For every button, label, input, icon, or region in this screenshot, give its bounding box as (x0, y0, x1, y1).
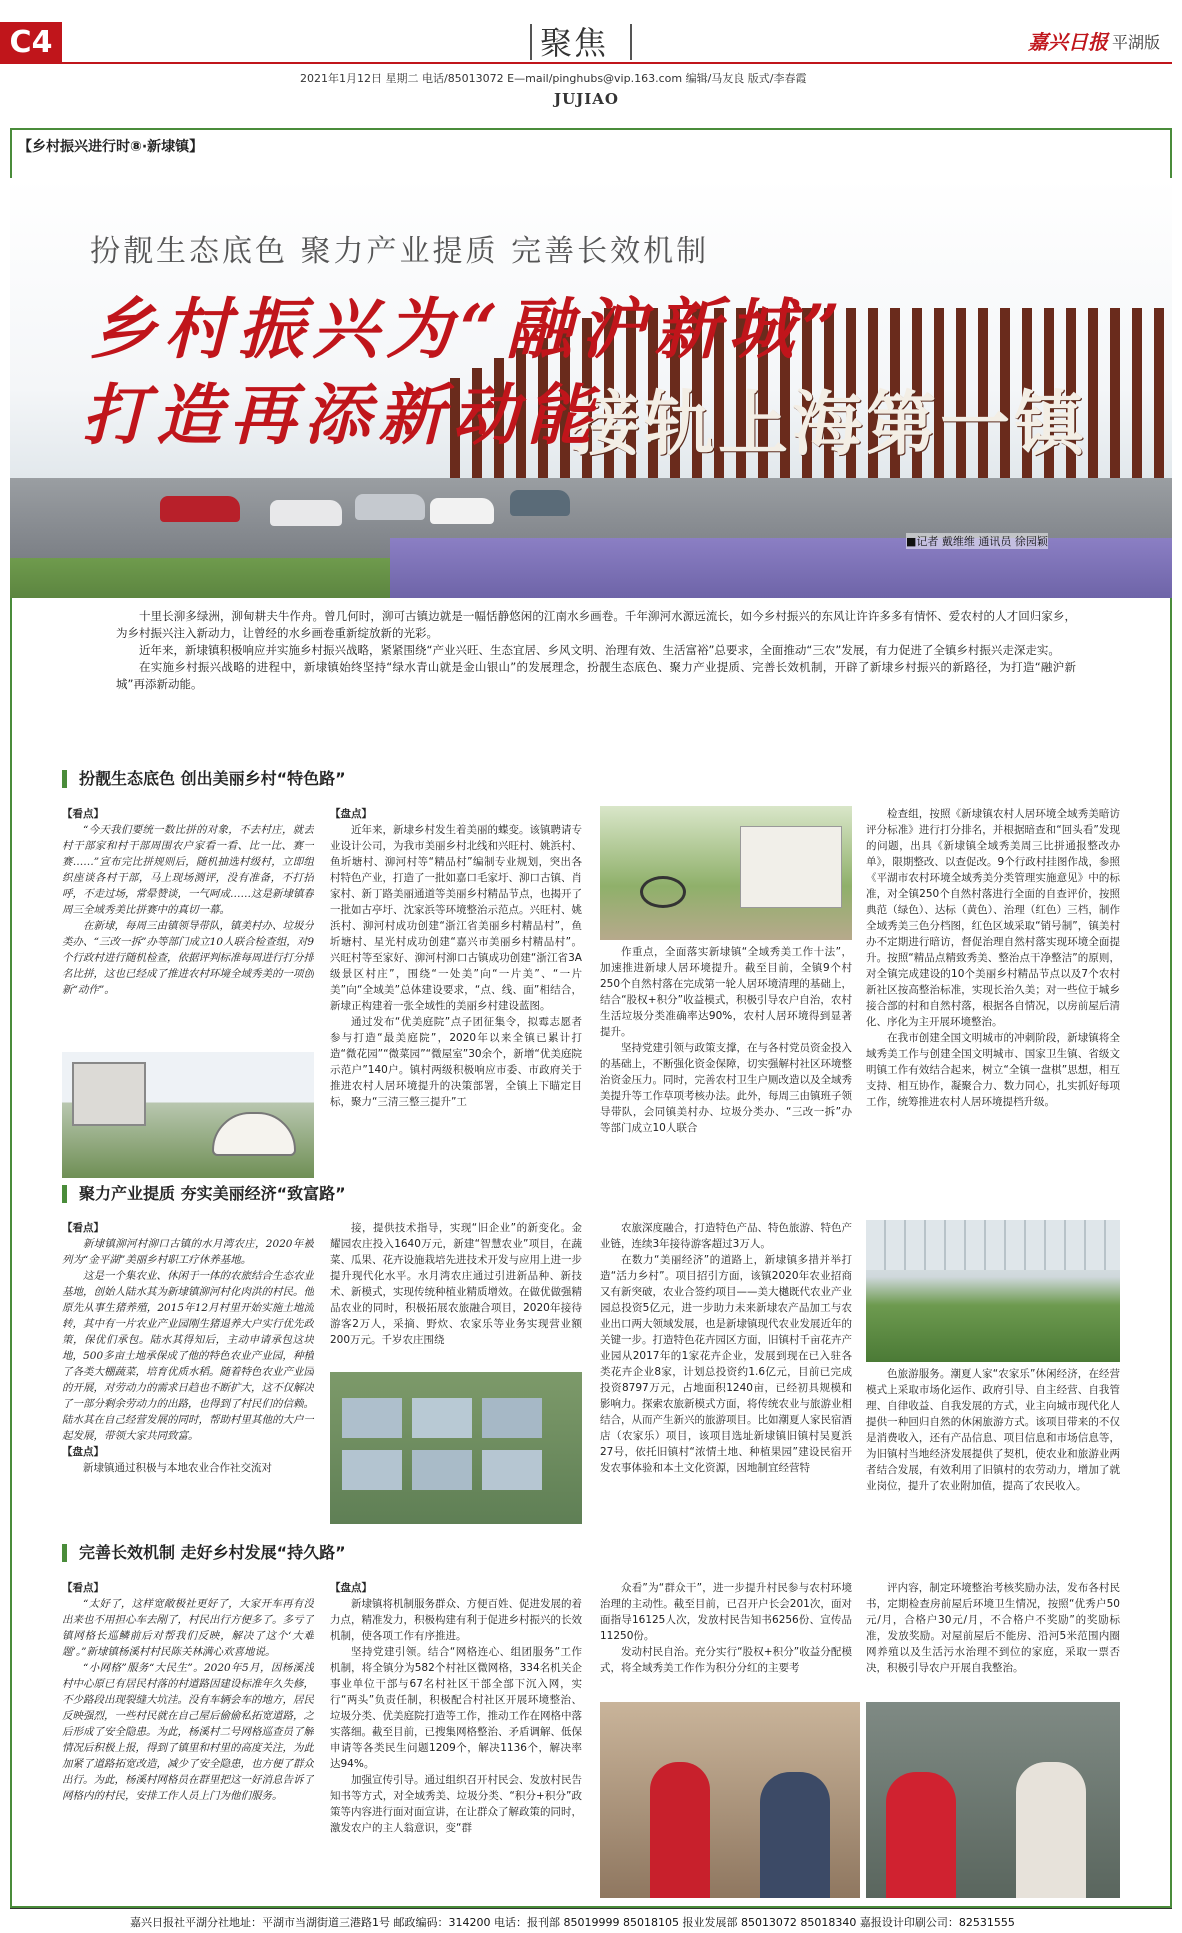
header-separator-right (630, 24, 632, 60)
paragraph: “小网格”服务“大民生”。2020年5月，因杨溪浅村中心原已有居民村落的村道路因建设标准年久失修，不少路段出现裂缝大坑洼。没有车辆会车的地方，居民反映强烈，一些村民就在自己屋后偷偷私拓宽道路，之后形成了安全隐患。为此，杨溪村二号网格巡查员了解情况后积极上报，得到了镇里和村里的高度关注，为此加紧了道路拓宽改造，减少了安全隐患，也方便了群众出行。为此，杨溪村网格员在群里把这一好消息告诉了网格内的村民，安排工作人员上门为他们服务。 (62, 1662, 314, 1802)
series-tag: 【乡村振兴进行时⑧·新埭镇】 (18, 139, 204, 155)
section-1-column-3 (600, 944, 852, 1178)
section-3-column-2 (330, 1580, 582, 1898)
paragraph: 近年来，新埭乡村发生着美丽的蝶变。该镇聘请专业设计公司，为我市美丽乡村北线和兴旺村、姚浜村、鱼圻塘村、泖河村等“精品村”编制专业规划，突出各村特色产业，打造了一批如嘉口毛家圩、泖口古镇、肖家村、新丁路美丽通道等美丽乡村精品节点，也揭开了一批如古亭圩、沈家浜等环境整治示范点。兴旺村、姚浜村、泖河村成功创建“浙江省美丽乡村精品村”，鱼圻塘村、星光村成功创建“嘉兴市美丽乡村精品村”。兴旺村等至家好、泖河村泖口古镇成功创建“浙江省3A级景区村庄”，围绕“一处美”向“一片美”、“一片美”向“全域美”总体建设要求，“点、线、面”相结合，新埭正构建着一张全域性的美丽乡村建设蓝图。 (330, 824, 582, 1012)
hero-photo (10, 178, 1172, 598)
paragraph: “太好了，这样宽敞极社更好了，大家开车再有没出来也不用担心车去剐了，村民出行方便多了。多亏了镇网格长巡鳞前后对帮我们反映，解决了这个‘大难题’。”新埭镇杨溪村村民陈关林满心欢喜地说。 (62, 1598, 314, 1658)
car (270, 500, 342, 526)
paragraph: 众看”为“群众干”，进一步提升村民参与农村环境治理的主动性。截至目前，已召开户长会201次，面对面指导16125人次，发放村民告知书6256份、宣传品11250份。 (600, 1582, 852, 1642)
intro-paragraph: 近年来，新埭镇积极响应并实施乡村振兴战略，紧紧围绕“产业兴旺、生态宜居、乡风文明、治理有效、生活富裕”总要求，全面推动“三农”发展，有力促进了全镇乡村振兴走深走实。 (139, 643, 1060, 657)
section-1-column-1 (62, 806, 314, 1052)
section-2-photo-fishponds (330, 1372, 582, 1524)
section-2-column-4 (866, 1366, 1120, 1524)
car (160, 496, 240, 522)
section-1-column-4 (866, 806, 1120, 1178)
section-2-column-3 (600, 1220, 852, 1524)
section-2-column-1 (62, 1220, 314, 1524)
section-2-column-2 (330, 1220, 582, 1364)
car (355, 494, 425, 520)
paragraph: 作重点，全面落实新埭镇“全域秀美工作十法”，加速推进新埭人居环境提升。截至目前，全镇9个村250个自然村落在完成第一轮人居环境清理的基础上，结合“股权+积分”收益模式，积极引导农户自治，农村生活垃圾分类准确率达90%，农村人居环境得到显著提升。 (600, 946, 852, 1038)
intro-paragraph: 在实施乡村振兴战略的进程中，新埭镇始终坚持“绿水青山就是金山银山”的发展理念，扮靓生态底色、聚力产业提质、完善长效机制，开辟了新埭乡村振兴的新路径，为打造“融沪新城”再添新动能。 (116, 660, 1076, 691)
pandian-label: 【盘点】 (330, 1582, 372, 1594)
section-3-photo-volunteers (866, 1702, 1120, 1898)
section-3-column-4 (866, 1580, 1120, 1700)
car (510, 490, 570, 516)
paragraph: 坚持党建引领与政策支撑，在与各村党员资金投入的基础上，不断强化资金保障，切实强解村社区环境整治资金压力。同时，完善农村卫生户厕改造以及全域秀美提升等工作草项考核办法。此外，每周三由镇班子领导带队，会同镇美村办、垃圾分类办、“三改一拆”办等部门成立10人联合 (600, 1042, 852, 1134)
paragraph: “今天我们要统一数比拼的对象，不去村庄，就去村干部家和村干部周围农户家看一看、比一比、赛一赛……”宣布完比拼规则后，随机抽选村级村，立即组织座谈各村干部，马上现场测评，没有准备，不打招呼，不走过场，常晕赞谈，一气呵成……这是新埭镇春周三全域秀美比拼赛中的真切一幕。 (62, 824, 314, 916)
article-intro (116, 608, 1076, 693)
paragraph: 色旅游服务。潮夏人家“农家乐”休闲经济，在经营模式上采取市场化运作、政府引导、自主经营、自我管理、自律收益、自我发展的方式，业主向城市现代化人提供一种回归自然的休闲旅游方式。该项目带来的不仅是消费收入，还有产品信息、项目信息和市场信息等，为旧镇村当地经济发展提供了契机，使农业和旅游业两者结合发展，有效利用了旧镇村的农劳动力，增加了就业岗位，提升了农业附加值，提高了农民收入。 (866, 1368, 1120, 1492)
section-heading: 完善长效机制 走好乡村发展“持久路” (62, 1544, 346, 1562)
paragraph: 加强宣传引导。通过组织召开村民会、发放村民告知书等方式，对全域秀美、垃圾分类、“积分+积分”政策等内容进行面对面宣讲，在让群众了解政策的同时，激发农户的主人翁意识，变“群 (330, 1774, 582, 1834)
car (430, 498, 494, 524)
section-heading: 扮靓生态底色 创出美丽乡村“特色路” (62, 770, 346, 788)
paragraph: 通过发布“优美庭院”点子团征集令，拟霉志愿者参与打造“最美庭院”，2020年以来全镇已累计打造“微花园”“微菜园”“微屋室”30余个，新增“优美庭院示范户”140户。镇村两级积极响应市委、市政府关于推进农村人居环境提升的决策部署，全镇上下瞄定目标，聚力“三清三整三提升”工 (330, 1016, 582, 1108)
paragraph: 新埭镇将机制服务群众、方便百姓、促进发展的着力点，精准发力，积极构建有利于促进乡村振兴的长效机制，使各项工作有序推进。 (330, 1598, 582, 1642)
edition-label: 平湖版 (1112, 33, 1161, 52)
kandian-label: 【看点】 (62, 1222, 104, 1234)
section-3-column-1 (62, 1580, 314, 1898)
section-3-photo-household-visit (600, 1702, 860, 1898)
pandian-label: 【盘点】 (62, 1446, 104, 1458)
paragraph: 发动村民自治。充分实行“股权+积分”收益分配模式，将全域秀美工作作为积分分红的主要考 (600, 1646, 852, 1674)
section-name: 聚焦 (540, 24, 609, 62)
byline: ■记者 戴维维 通讯员 徐园颖 (906, 535, 1048, 548)
headline-line-1: 乡村振兴为“融沪新城” (90, 290, 848, 368)
newspaper-logo: 嘉兴日报 (1028, 30, 1108, 54)
page-code: C4 (0, 22, 62, 64)
header-rule (62, 62, 1172, 64)
footer-contact: 嘉兴日报社平湖分社地址：平湖市当湖街道三港路1号 邮政编码：314200 电话：报刊部 85019999 85018105 报业发展部 85013072 85018340 嘉报设计印刷公司：82531555 (130, 1916, 1015, 1929)
issue-meta: 2021年1月12日 星期二 电话/85013072 E—mail/pinghubs@vip.163.com 编辑/马友良 版式/李春霞 (300, 72, 807, 85)
paragraph: 在我市创建全国文明城市的冲刺阶段，新埭镇将全域秀美工作与创建全国文明城市、国家卫生镇、省级文明镇工作有效结合起来，树立“全镇一盘棋”思想，相互支持、相互协作，凝聚合力、数力同心，扎实抓好每项工作，统筹推进农村人居环境提档升级。 (866, 1032, 1120, 1108)
section-2-photo-greenhouse (866, 1220, 1120, 1362)
paragraph: 接，提供技术指导，实现“旧企业”的新变化。金耀园农庄投入1640万元，新建“智慧农业”项目，在蔬菜、瓜果、花卉设施栽培先进技术开发与应用上进一步提升现代化水平。水月湾农庄通过引进新品种、新技术、新模式，实现传统种植业精质增效。在做优做强精品农业的同时，积极拓展农旅融合项目，2020年接待游客2万人，采摘、野炊、农家乐等业务实现营业额200万元。千岁农庄围绕 (330, 1222, 582, 1346)
subheadline: 扮靓生态底色 聚力产业提质 完善长效机制 (90, 234, 710, 269)
kandian-label: 【看点】 (62, 808, 104, 820)
paragraph: 在新埭，每周三由镇领导带队，镇美村办、垃圾分类办、“三改一拆”办等部门成立10人联合检查组，对9个行政村进行随机检查，依据评判标准每周进行打分排名比拼，这也已经成了推进农村环境全域秀美的一项创新“动作”。 (62, 920, 314, 996)
section-1-photo-village (62, 1052, 314, 1178)
kandian-label: 【看点】 (62, 1582, 104, 1594)
paragraph: 新埭镇泖河村泖口古镇的水月湾农庄，2020年被列为“金平湖”美丽乡村职工疗休养基地。 (62, 1238, 314, 1266)
hero-lavender (390, 538, 1172, 598)
paragraph: 农旅深度融合，打造特色产品、特色旅游、特色产业链，连续3年接待游客超过3万人。 (600, 1222, 852, 1250)
intro-paragraph: 十里长泖多绿洲，泖甸耕夫牛作舟。曾几何时，泖可古镇边就是一幅恬静悠闲的江南水乡画卷。千年泖河水源远流长，如今乡村振兴的东风让许许多多有情怀、爱农村的人才回归家乡，为乡村振兴注入新动力，让曾经的水乡画卷重新绽放新的光彩。 (116, 609, 1076, 640)
section-1-column-2 (330, 806, 582, 1178)
paragraph: 新埭镇通过积极与本地农业合作社交流对 (83, 1462, 272, 1474)
section-heading: 聚力产业提质 夯实美丽经济“致富路” (62, 1185, 346, 1203)
section-1-photo-courtyard (600, 806, 852, 940)
paragraph: 评内容，制定环境整治考核奖励办法，发布各村民书，定期检查房前屋后环境卫生情况，按照“优秀户50元/月，合格户30元/月，不合格户不奖励”的奖励标准，发放奖励。对屋前屋后不能房、沿河5米范围内圈网养殖以及生活污水治理不到位的家庭，采取一票否决，积极引导农户开展自我整治。 (866, 1582, 1120, 1674)
paragraph: 这是一个集农业、休闲于一体的农旅结合生态农业基地，创始人陆水其为新埭镇泖河村化肉洪的村民。他原先从事生猪养殖，2015年12月村里开始实施土地流转，其中有一片农业产业园刚生猪退养大户实行优先政策，保优们承包。陆水其得知后，主动申请承包这块地，500多亩土地承保成了他的特色农业产业园，种植了各类大棚蔬菜，培育优质水稻。随着特色农业产业园的开展，对劳动力的需求日趋也不断扩大，这不仅解决了一部分剩余劳动力的出路，也得到了村民们的信赖。陆水其在自己经营发展的同时，帮助村里其他的大户一起发展，带领大家共同致富。 (62, 1270, 314, 1442)
header-separator-left (530, 24, 532, 60)
footer-rule (10, 1908, 1172, 1909)
paragraph: 检查组，按照《新埭镇农村人居环境全域秀美暗访评分标准》进行打分排名，并根据暗查和“回头看”发现的问题，出具《新埭镇全域秀美周三比拼通报整改办单》，限期整改、以查促改。9个行政村挂图作战，参照《平湖市农村环境全域秀美分类管理实施意见》中的标准，对全镇250个自然村落进行全面的自查评价，按照典范（绿色）、达标（黄色）、治理（红色）三档，制作全域秀美三色分档图，红色区域采取“销号制”，镇美村办不定期进行暗访，督促治理自然村落实现环境全面提升。按照“精品点精致秀美、整治点干净整洁”的原则，对全镇完成建设的10个美丽乡村精品节点以及7个农村新社区按高整治标准，实现长治久美；对一些位于城乡接合部的村和自然村落，根据各自情况，以房前屋后清化、序化为主开展环境整治。 (866, 808, 1120, 1028)
headline-line-2: 打造再添新动能 (82, 376, 600, 454)
section-3-column-3 (600, 1580, 852, 1700)
paragraph: 在数力“美丽经济”的道路上，新埭镇多措并举打造“活力乡村”。项目招引方面，该镇2020年农业招商又有新突破，农业合签约项目——美大樾既代农业产业园总投资5亿元，进一步助力未来新埭农产品加工与农业出口两大领域发展，也是新埭镇现代农业发展近年的关键一步。打造特色花卉园区方面，旧镇村千亩花卉产业园从2017年的1家花卉企业，发展到现在已入驻各类花卉企业8家，计划总投资约1.6亿元，目前已完成投资8797万元，占地面积1240亩，已经初具规模和影响力。探索农旅新模式方面，将传统农业与旅游业相结合，从而产生新兴的旅游项目。比如潮夏人家民宿酒店（农家乐）项目，该项目选址新埭镇旧镇村吴夏浜27号，依托旧镇村“浓情土地、种植果园”建设民宿开发农事体验和本土文化资源，因地制宜经营特 (600, 1254, 852, 1474)
paragraph: 坚持党建引领。结合“网格连心、组团服务”工作机制，将全镇分为582个村社区微网格，334名机关企事业单位干部与67名村社区干部全部下沉入网，实行“两头”负责任制，积极配合村社区开展环境整治、垃圾分类、优美庭院打造等工作，推动工作在网格中落实落细。截至目前，已搜集网格整治、矛盾调解、低保申请等各类民生问题1209个，解决1136个，解决率达94%。 (330, 1646, 582, 1770)
sign-text: 接轨上海第一镇 (570, 382, 1088, 465)
section-pinyin: JUJIAO (554, 90, 619, 108)
pandian-label: 【盘点】 (330, 808, 372, 820)
